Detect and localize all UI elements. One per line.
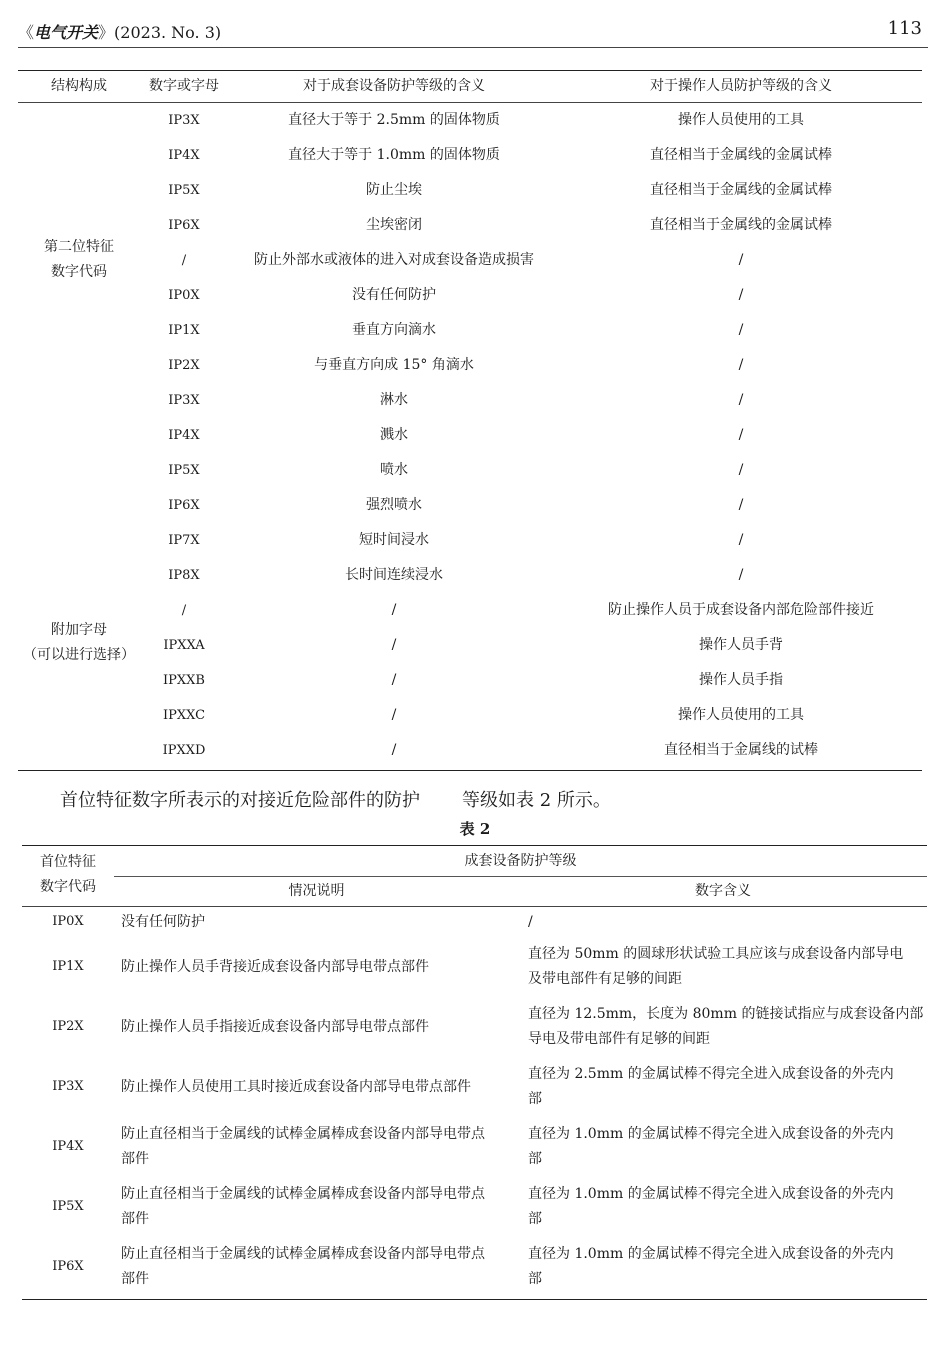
cell-equipment-meaning: 防止尘埃 bbox=[366, 182, 422, 198]
cell-code: IPXXB bbox=[163, 673, 205, 688]
cell-personnel-meaning: / bbox=[738, 427, 744, 443]
table-row bbox=[18, 138, 922, 173]
group-label-line: 附加字母 bbox=[51, 622, 107, 638]
cell-line: 部 bbox=[528, 1211, 542, 1227]
header-protection-level: 成套设备防护等级 bbox=[464, 853, 577, 869]
table-row bbox=[18, 593, 922, 628]
group-label-line: 数字代码 bbox=[51, 264, 107, 280]
cell-meaning bbox=[528, 1002, 924, 1052]
table-row bbox=[18, 173, 922, 208]
cell-equipment-meaning: / bbox=[391, 602, 397, 618]
cell-code: IP5X bbox=[52, 1199, 84, 1214]
table-row bbox=[18, 558, 922, 593]
table-row bbox=[18, 488, 922, 523]
protection-level-table bbox=[22, 845, 927, 1300]
journal-citation bbox=[18, 20, 221, 43]
cell-equipment-meaning: 与垂直方向成 15° 角滴水 bbox=[314, 357, 474, 373]
cell-description bbox=[121, 1122, 516, 1172]
cell-description bbox=[121, 910, 516, 935]
cell-meaning bbox=[528, 1062, 924, 1112]
cell-description bbox=[121, 1075, 516, 1100]
cell-line: 部件 bbox=[121, 1151, 149, 1167]
cell-personnel-meaning: / bbox=[738, 497, 744, 513]
table-row bbox=[22, 1237, 927, 1297]
table-row bbox=[18, 243, 922, 278]
table-row bbox=[22, 997, 927, 1057]
cell-code: IP5X bbox=[168, 183, 200, 198]
cell-personnel-meaning: / bbox=[738, 252, 744, 268]
cell-line: 直径为 1.0mm 的金属试棒不得完全进入成套设备的外壳内 bbox=[528, 1186, 894, 1202]
cell-equipment-meaning: 淋水 bbox=[380, 392, 408, 408]
cell-meaning bbox=[528, 1122, 924, 1172]
header-structure: 结构构成 bbox=[51, 78, 107, 94]
table-row bbox=[18, 103, 922, 138]
cell-equipment-meaning: 直径大于等于 2.5mm 的固体物质 bbox=[288, 112, 500, 128]
cell-meaning bbox=[528, 1242, 924, 1292]
table-row bbox=[18, 453, 922, 488]
cell-equipment-meaning: / bbox=[391, 742, 397, 758]
cell-description bbox=[121, 1015, 516, 1040]
cell-line: 直径为 1.0mm 的金属试棒不得完全进入成套设备的外壳内 bbox=[528, 1126, 894, 1142]
cell-equipment-meaning: 短时间浸水 bbox=[359, 532, 429, 548]
cell-code: IP0X bbox=[52, 914, 84, 929]
cell-code: IP1X bbox=[168, 323, 200, 338]
cell-code: IPXXC bbox=[162, 708, 206, 723]
cell-personnel-meaning: 操作人员手指 bbox=[699, 672, 783, 688]
table-row bbox=[22, 1117, 927, 1177]
cell-code: IP0X bbox=[168, 288, 200, 303]
cell-line: 防止直径相当于金属线的试棒金属棒成套设备内部导电带点 bbox=[121, 1246, 485, 1262]
cell-code: IP2X bbox=[52, 1019, 84, 1034]
table-row bbox=[18, 523, 922, 558]
cell-line: 防止操作人员手背接近成套设备内部导电带点部件 bbox=[121, 958, 429, 975]
cell-equipment-meaning: 垂直方向滴水 bbox=[352, 322, 436, 338]
table-row bbox=[18, 733, 922, 768]
cell-code: IP3X bbox=[168, 393, 200, 408]
cell-description bbox=[121, 955, 516, 980]
header-personnel-meaning: 对于操作人员防护等级的含义 bbox=[650, 78, 832, 94]
cell-personnel-meaning: 操作人员手背 bbox=[699, 637, 783, 653]
cell-personnel-meaning: 直径相当于金属线的金属试棒 bbox=[650, 217, 832, 233]
cell-personnel-meaning: 直径相当于金属线的金属试棒 bbox=[650, 182, 832, 198]
cell-code: IP4X bbox=[52, 1139, 84, 1154]
cell-code: IPXXA bbox=[163, 638, 205, 653]
cell-meaning bbox=[528, 1182, 924, 1232]
cell-personnel-meaning: 操作人员使用的工具 bbox=[678, 112, 804, 128]
cell-equipment-meaning: 直径大于等于 1.0mm 的固体物质 bbox=[288, 147, 500, 163]
cell-code: / bbox=[181, 603, 187, 618]
table-row bbox=[22, 1057, 927, 1117]
page-header bbox=[18, 18, 922, 46]
cell-code: IP6X bbox=[168, 218, 200, 233]
cell-equipment-meaning: 溅水 bbox=[380, 427, 408, 443]
cell-personnel-meaning: / bbox=[738, 322, 744, 338]
cell-personnel-meaning: 直径相当于金属线的金属试棒 bbox=[650, 147, 832, 163]
table-body bbox=[18, 103, 922, 771]
header-digit-meaning: 数字含义 bbox=[695, 883, 751, 899]
cell-line: 及带电部件有足够的间距 bbox=[528, 971, 682, 987]
journal-open-bracket: 《 bbox=[18, 23, 35, 42]
cell-code: / bbox=[181, 253, 187, 268]
cell-line: 部件 bbox=[121, 1211, 149, 1227]
journal-issue: (2023. No. 3) bbox=[114, 23, 222, 42]
cell-personnel-meaning: 防止操作人员于成套设备内部危险部件接近 bbox=[608, 602, 874, 618]
cell-code: IP8X bbox=[168, 568, 200, 583]
cell-description bbox=[121, 1242, 516, 1292]
table-row bbox=[18, 208, 922, 243]
table-2-caption: 表 2 bbox=[459, 820, 491, 838]
ip-code-table bbox=[18, 70, 922, 771]
paragraph-part-1: 首位特征数字所表示的对接近危险部件的防护 bbox=[60, 790, 420, 811]
body-paragraph bbox=[60, 786, 611, 812]
cell-equipment-meaning: 没有任何防护 bbox=[352, 287, 436, 303]
journal-close-bracket: 》 bbox=[98, 23, 115, 42]
cell-equipment-meaning: / bbox=[391, 672, 397, 688]
cell-line: 直径为 2.5mm 的金属试棒不得完全进入成套设备的外壳内 bbox=[528, 1066, 894, 1082]
cell-equipment-meaning: 防止外部水或液体的进入对成套设备造成损害 bbox=[254, 252, 534, 268]
table-row bbox=[18, 313, 922, 348]
header-description: 情况说明 bbox=[288, 883, 345, 899]
cell-equipment-meaning: / bbox=[391, 637, 397, 653]
page-number: 113 bbox=[887, 18, 922, 39]
header-rule bbox=[18, 47, 928, 48]
cell-line: 导电及带电部件有足够的间距 bbox=[528, 1031, 710, 1047]
cell-code: IP5X bbox=[168, 463, 200, 478]
cell-code: IP1X bbox=[52, 959, 84, 974]
cell-line: 防止操作人员手指接近成套设备内部导电带点部件 bbox=[121, 1018, 429, 1035]
group-label-line: （可以进行选择） bbox=[23, 647, 135, 663]
group-label-line: 第二位特征 bbox=[44, 239, 114, 255]
cell-personnel-meaning: 直径相当于金属线的试棒 bbox=[664, 742, 818, 758]
cell-description bbox=[121, 1182, 516, 1232]
header-equipment-meaning: 对于成套设备防护等级的含义 bbox=[303, 78, 485, 94]
header-code: 数字或字母 bbox=[149, 78, 219, 94]
table-row bbox=[22, 1177, 927, 1237]
table-header-row bbox=[18, 71, 922, 103]
table-2-body bbox=[22, 907, 927, 1300]
cell-code: IP3X bbox=[52, 1079, 84, 1094]
cell-line: 防止操作人员使用工具时接近成套设备内部导电带点部件 bbox=[121, 1078, 471, 1095]
table-row bbox=[18, 348, 922, 383]
cell-line: / bbox=[528, 913, 533, 930]
table-row bbox=[22, 937, 927, 997]
cell-line: 部 bbox=[528, 1271, 542, 1287]
cell-line: 直径为 12.5mm，长度为 80mm 的链接试指应与成套设备内部 bbox=[528, 1006, 924, 1022]
table-row bbox=[18, 663, 922, 698]
header-line: 首位特征 bbox=[40, 854, 96, 870]
cell-personnel-meaning: / bbox=[738, 532, 744, 548]
paragraph-part-2: 等级如表 2 所示。 bbox=[462, 790, 611, 811]
cell-line: 没有任何防护 bbox=[121, 913, 205, 930]
cell-code: IP4X bbox=[168, 148, 200, 163]
cell-line: 防止直径相当于金属线的试棒金属棒成套设备内部导电带点 bbox=[121, 1186, 485, 1202]
cell-code: IP7X bbox=[168, 533, 200, 548]
cell-meaning bbox=[528, 942, 924, 992]
cell-code: IP2X bbox=[168, 358, 200, 373]
cell-equipment-meaning: 喷水 bbox=[380, 462, 408, 478]
cell-code: IP3X bbox=[168, 113, 200, 128]
cell-code: IP6X bbox=[168, 498, 200, 513]
cell-meaning bbox=[528, 910, 924, 935]
table-row bbox=[18, 383, 922, 418]
cell-code: IP4X bbox=[168, 428, 200, 443]
cell-equipment-meaning: / bbox=[391, 707, 397, 723]
journal-name: 电气开关 bbox=[34, 23, 99, 42]
cell-line: 部 bbox=[528, 1151, 542, 1167]
cell-personnel-meaning: 操作人员使用的工具 bbox=[678, 707, 804, 723]
header-line: 数字代码 bbox=[40, 879, 96, 895]
cell-line: 部件 bbox=[121, 1271, 149, 1287]
table-row bbox=[18, 278, 922, 313]
cell-code: IP6X bbox=[52, 1259, 84, 1274]
cell-line: 防止直径相当于金属线的试棒金属棒成套设备内部导电带点 bbox=[121, 1126, 485, 1142]
cell-personnel-meaning: / bbox=[738, 357, 744, 373]
table-row bbox=[18, 698, 922, 733]
table-2-header bbox=[22, 845, 927, 907]
cell-code: IPXXD bbox=[162, 743, 206, 758]
table-row bbox=[22, 907, 927, 937]
cell-equipment-meaning: 长时间连续浸水 bbox=[345, 567, 443, 583]
cell-line: 部 bbox=[528, 1091, 542, 1107]
cell-line: 直径为 50mm 的圆球形状试验工具应该与成套设备内部导电 bbox=[528, 946, 904, 962]
cell-personnel-meaning: / bbox=[738, 567, 744, 583]
cell-line: 直径为 1.0mm 的金属试棒不得完全进入成套设备的外壳内 bbox=[528, 1246, 894, 1262]
header-first-digit-code bbox=[22, 850, 114, 900]
cell-personnel-meaning: / bbox=[738, 392, 744, 408]
cell-personnel-meaning: / bbox=[738, 462, 744, 478]
cell-personnel-meaning: / bbox=[738, 287, 744, 303]
table-row bbox=[18, 628, 922, 663]
cell-equipment-meaning: 尘埃密闭 bbox=[366, 217, 422, 233]
table-row bbox=[18, 418, 922, 453]
cell-equipment-meaning: 强烈喷水 bbox=[366, 497, 422, 513]
